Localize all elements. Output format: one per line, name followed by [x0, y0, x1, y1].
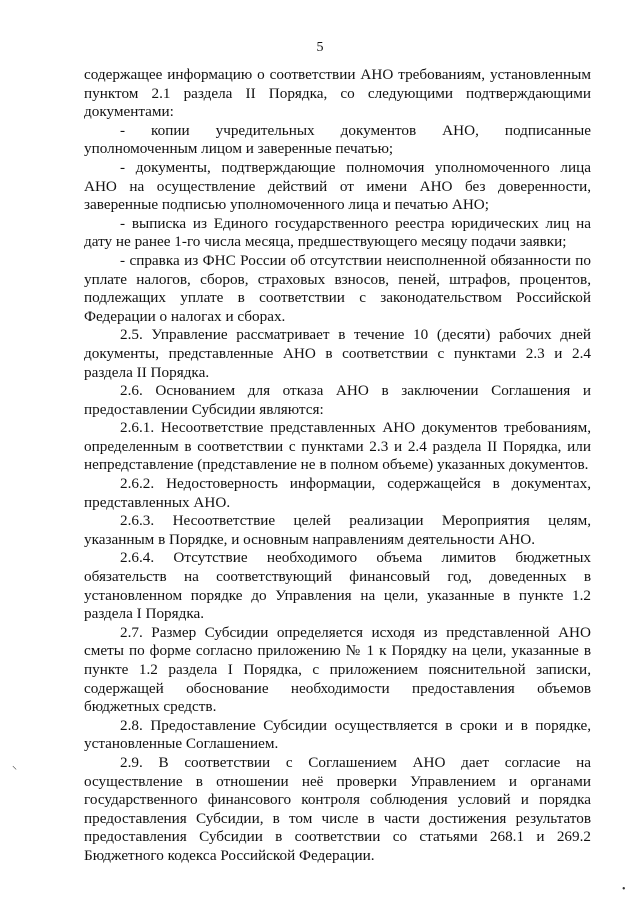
- clause-2-9: 2.9. В соответствии с Соглашением АНО дает согласие на осуществление в отношении неё проверки Управлением и органами государственного финансового контроля соблюдения условий и порядка предоставления Субсидии, в том числе в части достижения результатов предоставления Субсидии в соответствии со статьями 268.1 и 269.2 Бюджетного кодекса Российской Федерации.: [84, 753, 591, 864]
- document-body: [84, 66, 591, 866]
- clause-2-6: 2.6. Основанием для отказа АНО в заключении Соглашения и предоставлении Субсидии являются:: [84, 382, 591, 418]
- scan-mark: ⸌: [12, 765, 17, 776]
- page-number: 5: [316, 40, 324, 55]
- list-item-authority-documents: - документы, подтверждающие полномочия уполномоченного лица АНО на осуществление действий от имени АНО без доверенности, заверенные подписью уполномоченного лица и печатью АНО;: [84, 158, 591, 214]
- list-item-tax-certificate: - справка из ФНС России об отсутствии неисполненной обязанности по уплате налогов, сборов, страховых взносов, пеней, штрафов, процентов, подлежащих уплате в соответствии с законодательством Российской Федерации о налогах и сборах.: [84, 251, 591, 325]
- clause-2-7: 2.7. Размер Субсидии определяется исходя из представленной АНО сметы по форме согласно приложению № 1 к Порядку на цели, указанные в пункте 1.2 раздела I Порядка, с приложением пояснительной записки, содержащей обоснование необходимости предоставления объемов бюджетных средств.: [84, 623, 591, 716]
- list-item-charter-copies: - копии учредительных документов АНО, подписанные уполномоченным лицом и заверенные печатью;: [84, 121, 591, 158]
- clause-2-6-3: 2.6.3. Несоответствие целей реализации Мероприятия целям, указанным в Порядке, и основным направлениям деятельности АНО.: [84, 512, 591, 548]
- paragraph-continuation: содержащее информацию о соответствии АНО требованиям, установленным пунктом 2.1 раздела II Порядка, со следующими подтверждающими документами:: [84, 66, 591, 121]
- list-item-registry-extract: - выписка из Единого государственного реестра юридических лиц на дату не ранее 1-го числа месяца, предшествующего месяцу подачи заявки;: [84, 214, 591, 251]
- clause-2-8: 2.8. Предоставление Субсидии осуществляется в сроки и в порядке, установленные Соглашением.: [84, 716, 591, 753]
- clause-2-6-4: 2.6.4. Отсутствие необходимого объема лимитов бюджетных обязательств на соответствующий финансовый год, доведенных в установленном порядке до Управления на цели, указанные в пункте 1.2 раздела I Порядка.: [84, 549, 591, 623]
- clause-2-5: 2.5. Управление рассматривает в течение 10 (десяти) рабочих дней документы, представленные АНО в соответствии с пунктами 2.3 и 2.4 раздела II Порядка.: [84, 326, 591, 381]
- scan-dot: •: [622, 884, 626, 895]
- clause-2-6-2: 2.6.2. Недостоверность информации, содержащейся в документах, представленных АНО.: [84, 475, 591, 511]
- clause-2-6-1: 2.6.1. Несоответствие представленных АНО документов требованиям, определенным в соответствии с пунктами 2.3 и 2.4 раздела II Порядка, или непредставление (представление не в полном объеме) указанных документов.: [84, 419, 591, 474]
